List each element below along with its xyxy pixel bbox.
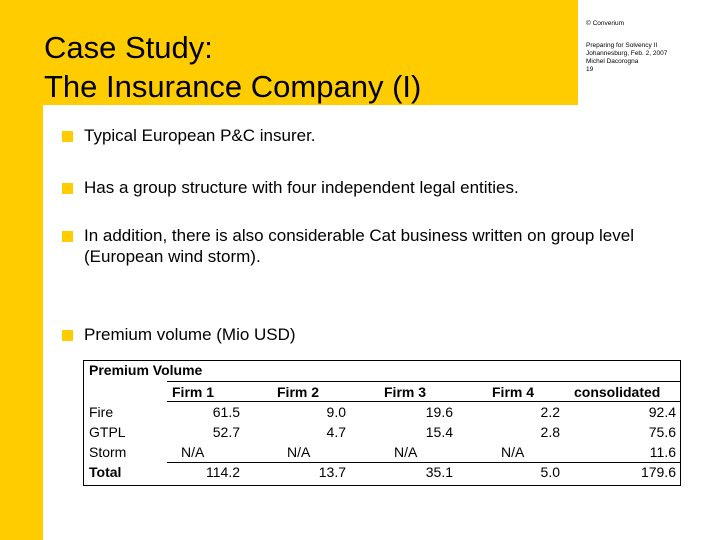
table-row [84,422,680,442]
bullet-marker [62,330,73,341]
table-header-row [84,382,680,402]
table-cell: 75.6 [648,424,676,440]
table-cell: N/A [181,444,205,460]
bullet-text: Has a group structure with four independent legal entities. [84,178,519,197]
meta-line-page-number: 19 [586,66,594,73]
table-cell: 9.0 [326,404,346,420]
table-cell: N/A [501,444,525,460]
table-cell: 2.2 [540,404,560,420]
table-cell: 35.1 [425,464,453,480]
table-row [84,402,680,422]
table-row [84,442,680,462]
row-label: Storm [89,444,127,460]
table-cell: 61.5 [212,404,240,420]
title-line-1: Case Study: [44,30,213,65]
table-cell: 15.4 [425,424,453,440]
table-cell: N/A [394,444,418,460]
table-cell: 4.7 [326,424,346,440]
table-cell: 11.6 [649,444,676,460]
slide-meta [586,20,667,74]
copyright-text: © Converium [586,20,625,27]
title-line-2: The Insurance Company (I) [44,69,422,104]
table-cell: 52.7 [212,424,240,440]
table-total-row [84,462,680,482]
table-cell: 5.0 [540,464,560,480]
column-header: Firm 4 [492,384,535,400]
left-band [0,0,43,540]
table-cell: 2.8 [540,424,560,440]
table-cell: 114.2 [206,464,240,480]
row-label: Total [89,464,122,480]
bullet-item [62,324,296,345]
bullet-marker [62,131,73,142]
meta-line-event: Preparing for Solvency II [586,42,658,49]
column-header: Firm 1 [172,384,215,400]
bullet-marker [62,183,73,194]
column-header: Firm 3 [384,384,427,400]
bullet-item [62,177,519,198]
premium-volume-table [83,360,681,486]
table-cell: 13.7 [318,464,346,480]
bullet-marker [62,231,73,242]
row-label: GTPL [89,424,126,440]
bullet-text: Premium volume (Mio USD) [84,325,296,344]
meta-line-author: Michel Dacorogna [586,58,639,65]
bullet-text: Typical European P&C insurer. [84,126,316,145]
column-header: consolidated [574,384,661,400]
table-title: Premium Volume [89,362,203,378]
column-header: Firm 2 [277,384,320,400]
bullet-item [62,125,316,146]
bullet-item [62,225,702,267]
row-label: Fire [89,404,114,420]
table-cell: 92.4 [648,404,676,420]
slide-title [44,28,421,106]
meta-line-place-date: Johannesburg, Feb. 2, 2007 [586,50,668,57]
table-cell: 19.6 [425,404,453,420]
table-cell: 179.6 [640,464,676,480]
table-cell: N/A [287,444,311,460]
bullet-text: In addition, there is also considerable Cat business written on group level (European wind storm). [84,226,634,266]
